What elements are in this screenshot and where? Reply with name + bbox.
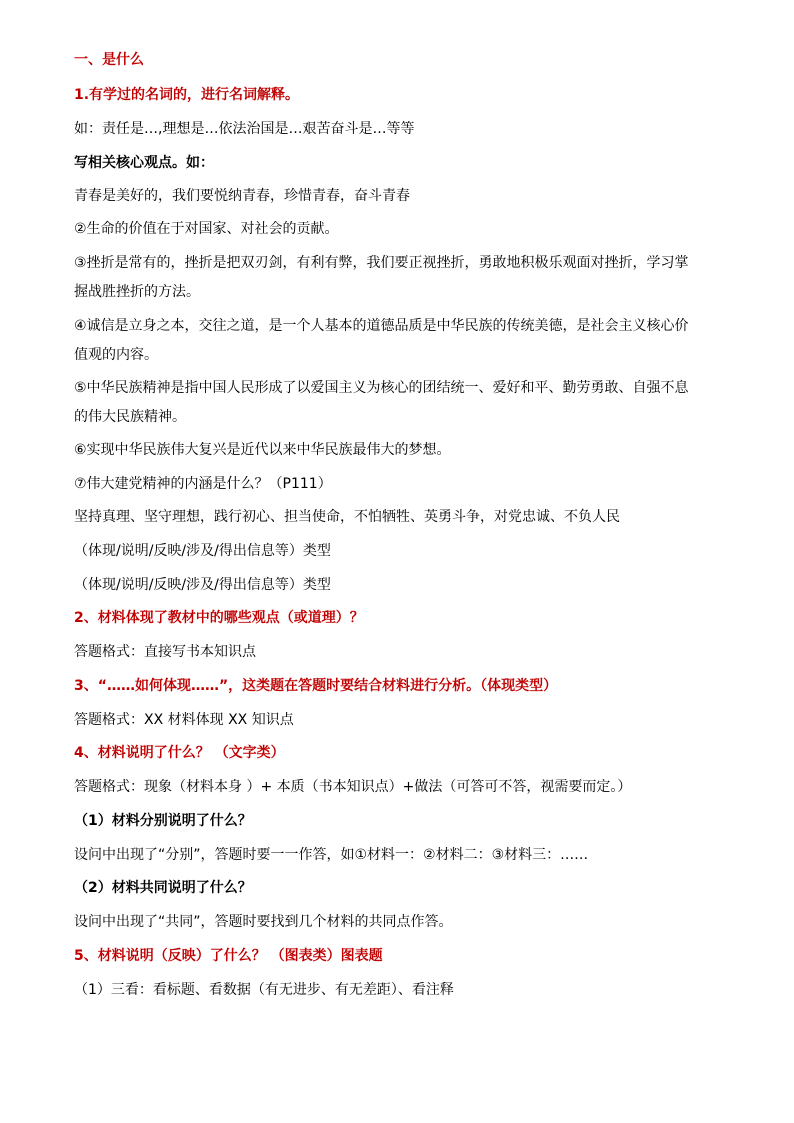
text-line: 值观的内容。 [74, 347, 158, 363]
subheading-1: 1.有学过的名词的，进行名词解释。 [74, 87, 300, 103]
text-line: 青春是美好的，我们要悦纳青春，珍惜青春，奋斗青春 [74, 188, 410, 204]
text-line: 的伟大民族精神。 [74, 409, 186, 425]
text-line: （体现/说明/反映/涉及/得出信息等）类型 [74, 577, 331, 593]
subheading-4: 4、材料说明了什么？ （文字类） [74, 745, 285, 761]
text-line: 答题格式：现象（材料本身 ）+ 本质（书本知识点）+做法（可答可不答，视需要而定。） [74, 779, 632, 795]
section-heading: 一、是什么 [74, 52, 144, 68]
text-line: ④诚信是立身之本，交往之道，是一个人基本的道德品质是中华民族的传统美德，是社会主义核心价 [74, 318, 689, 334]
text-line: 设问中出现了“共同”，答题时要找到几个材料的共同点作答。 [74, 914, 453, 930]
subheading-5: 5、材料说明（反映）了什么？ （图表类）图表题 [74, 948, 383, 964]
text-line: 设问中出现了“分别”，答题时要一一作答，如①材料一：②材料二：③材料三：…… [74, 847, 589, 863]
text-line: 坚持真理、坚守理想，践行初心、担当使命，不怕牺牲、英勇斗争，对党忠诚、不负人民 [74, 509, 620, 525]
text-line: ⑥实现中华民族伟大复兴是近代以来中华民族最伟大的梦想。 [74, 442, 451, 458]
text-line: （1）三看：看标题、看数据（有无进步、有无差距）、看注释 [74, 982, 454, 998]
text-line: ⑦伟大建党精神的内涵是什么？（P111） [74, 476, 332, 492]
text-line: 答题格式：直接写书本知识点 [74, 644, 256, 660]
text-line: ⑤中华民族精神是指中国人民形成了以爱国主义为核心的团结统一、爱好和平、勤劳勇敢、自强不息 [74, 380, 689, 396]
text-line: （体现/说明/反映/涉及/得出信息等）类型 [74, 543, 331, 559]
text-line: ③挫折是常有的，挫折是把双刃剑，有利有弊，我们要正视挫折，勇敢地积极乐观面对挫折，学习掌 [74, 255, 689, 271]
text-line: ②生命的价值在于对国家、对社会的贡献。 [74, 221, 339, 237]
bold-text-line: 写相关核心观点。如： [74, 155, 214, 171]
bold-text-line: （1）材料分别说明了什么？ [74, 813, 252, 829]
text-line: 握战胜挫折的方法。 [74, 284, 200, 300]
subheading-2: 2、材料体现了教材中的哪些观点（或道理）？ [74, 610, 364, 626]
bold-text-line: （2）材料共同说明了什么？ [74, 880, 252, 896]
subheading-3: 3、“……如何体现……”，这类题在答题时要结合材料进行分析。（体现类型） [74, 678, 558, 694]
text-line: 答题格式：XX 材料体现 XX 知识点 [74, 712, 294, 728]
text-line: 如：责任是…,理想是…依法治国是…艰苦奋斗是…等等 [74, 121, 415, 137]
